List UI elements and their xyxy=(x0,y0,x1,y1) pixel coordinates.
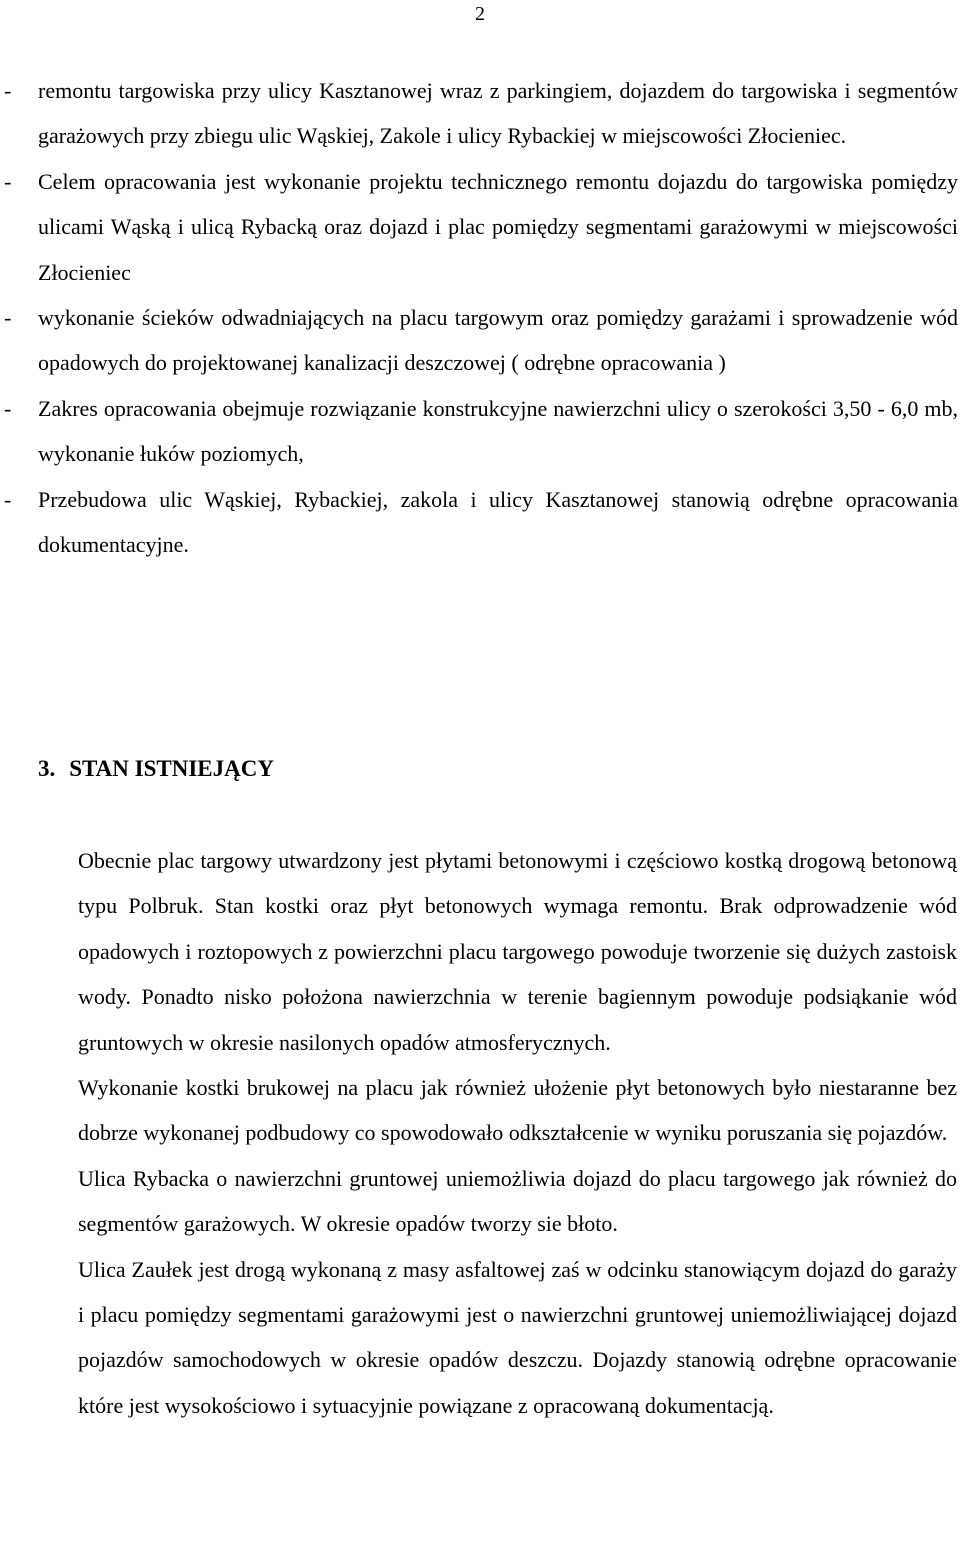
bullet-list xyxy=(0,68,960,567)
bullet-text: Przebudowa ulic Wąskiej, Rybackiej, zakola i ulicy Kasztanowej stanowią odrębne opracowania dokumentacyjne. xyxy=(38,486,958,558)
paragraph: Ulica Rybacka o nawierzchni gruntowej uniemożliwia dojazd do placu targowego jak również do segmentów garażowych. W okresie opadów tworzy sie błoto. xyxy=(78,1165,957,1237)
bullet-dash: - xyxy=(4,305,12,331)
bullet-dash: - xyxy=(4,395,12,421)
paragraph: Obecnie plac targowy utwardzony jest płytami betonowymi i częściowo kostką drogową betonową typu Polbruk. Stan kostki oraz płyt betonowych wymaga remontu. Brak odprowadzenie wód opadowych i roztopowych z powierzchni placu targowego powoduje tworzenie się dużych zastoisk wody. Ponadto nisko położona nawierzchnia w terenie bagiennym powoduje podsiąkanie wód gruntowych w okresie nasilonych opadów atmosferycznych. xyxy=(78,848,957,1055)
paragraph: Wykonanie kostki brukowej na placu jak również ułożenie płyt betonowych było niestaranne bez dobrze wykonanej podbudowy co spowodowało odkształcenie w wyniku poruszania się pojazdów. xyxy=(78,1075,957,1146)
bullet-dash: - xyxy=(4,486,12,512)
bullet-item xyxy=(0,295,958,386)
bullet-dash: - xyxy=(4,168,12,194)
bullet-text: wykonanie ścieków odwadniających na placu targowym oraz pomiędzy garażami i sprowadzenie wód opadowych do projektowanej kanalizacji deszczowej ( odrębne opracowania ) xyxy=(38,305,958,376)
bullet-text: Zakres opracowania obejmuje rozwiązanie konstrukcyjne nawierzchni ulicy o szerokości 3,50 - 6,0 mb, wykonanie łuków poziomych, xyxy=(38,395,958,467)
section-heading xyxy=(38,746,274,791)
bullet-item xyxy=(0,386,958,477)
section-number: 3. xyxy=(38,756,56,781)
section-body xyxy=(78,838,957,1428)
bullet-text: remontu targowiska przy ulicy Kasztanowej wraz z parkingiem, dojazdem do targowiska i segmentów garażowych przy zbiegu ulic Wąskiej, Zakole i ulicy Rybackiej w miejscowości Złocieniec. xyxy=(38,78,958,149)
section-title: STAN ISTNIEJĄCY xyxy=(69,756,274,781)
bullet-item xyxy=(0,477,958,568)
bullet-text: Celem opracowania jest wykonanie projektu technicznego remontu dojazdu do targowiska pomiędzy ulicami Wąską i ulicą Rybacką oraz dojazd i plac pomiędzy segmentami garażowymi w miejscowości Złocieniec xyxy=(38,168,958,285)
paragraph: Ulica Zaułek jest drogą wykonaną z masy asfaltowej zaś w odcinku stanowiącym dojazd do garaży i placu pomiędzy segmentami garażowymi jest o nawierzchni gruntowej uniemożliwiającej dojazd pojazdów samochodowych w okresie opadów deszczu. Dojazdy stanowią odrębne opracowanie które jest wysokościowo i sytuacyjnie powiązane z opracowaną dokumentacją. xyxy=(78,1256,957,1418)
bullet-dash: - xyxy=(4,78,12,103)
page-number: 2 xyxy=(475,3,485,25)
bullet-item xyxy=(0,159,958,295)
bullet-item xyxy=(0,68,958,159)
